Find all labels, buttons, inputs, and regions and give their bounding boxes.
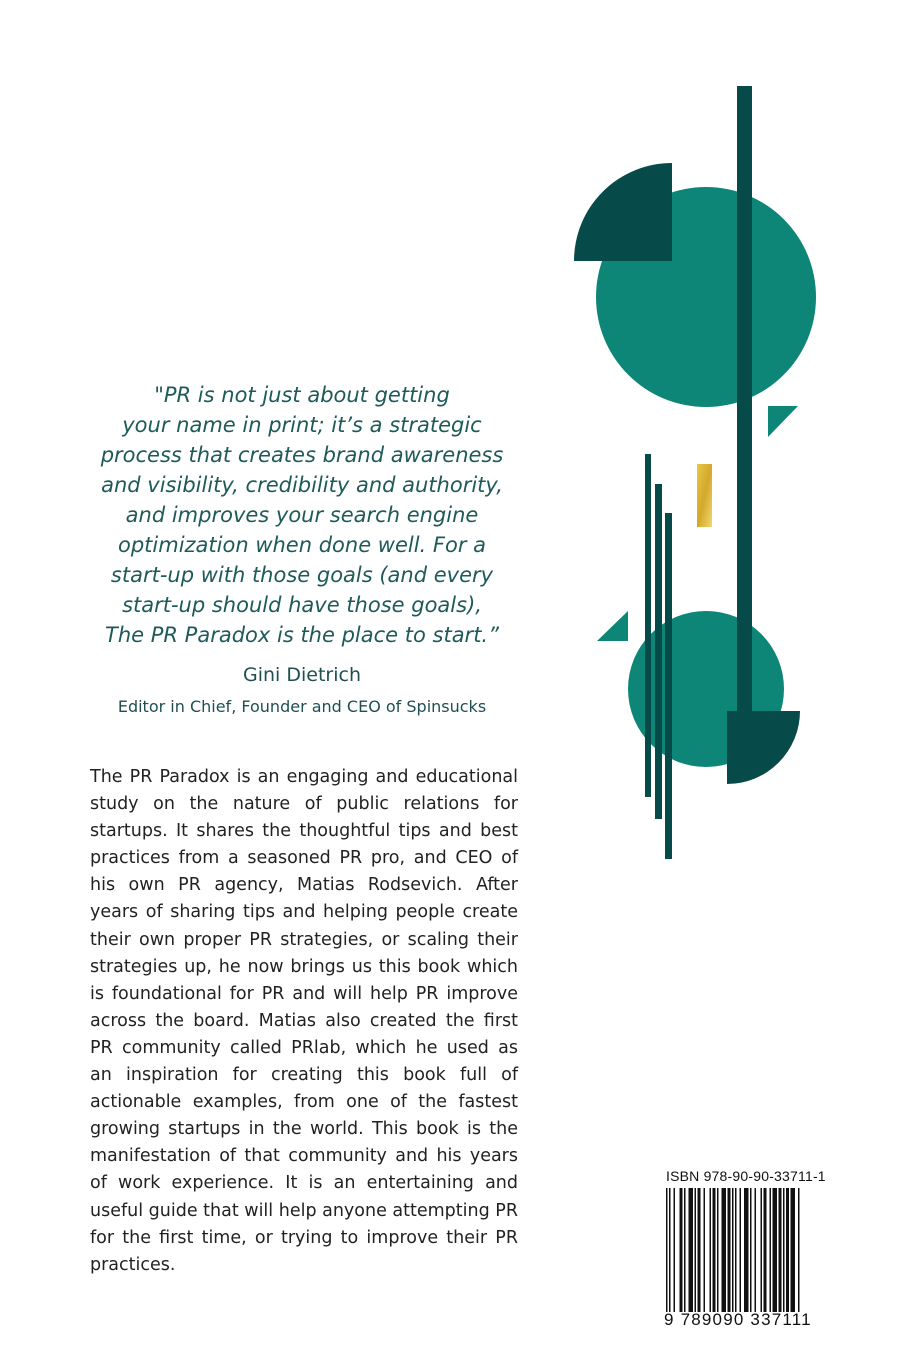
quote-line: optimization when done well. For a [117, 533, 487, 557]
barcode-bar [717, 1188, 719, 1312]
tall-vertical-bar [737, 86, 752, 772]
barcode-bar [732, 1188, 734, 1312]
barcode-bar [713, 1188, 716, 1312]
quote-author-title: Editor in Chief, Founder and CEO of Spinsucks [117, 697, 487, 716]
barcode-bar [710, 1188, 712, 1312]
barcode-bar [666, 1188, 668, 1312]
barcode-bar [755, 1188, 757, 1312]
barcode-bar [684, 1188, 686, 1312]
quote-line: your name in print; it’s a strategic [122, 413, 482, 437]
barcode-bar [689, 1188, 694, 1312]
barcode-bar [722, 1188, 727, 1312]
barcode-bar [770, 1188, 772, 1312]
barcode-bar [798, 1188, 800, 1312]
quote-line: and improves your search engine [125, 503, 479, 527]
barcode-bar [786, 1188, 789, 1312]
quote-line: and visibility, credibility and authority, [101, 473, 503, 497]
barcode-bar [779, 1188, 782, 1312]
quote-line: The PR Paradox is the place to start.” [105, 623, 499, 647]
barcode-bar [761, 1188, 763, 1312]
dark-quarter-circle-top [574, 163, 672, 261]
quote-line: start-up should have those goals), [122, 593, 482, 617]
barcode-bar [674, 1188, 676, 1312]
quote-line: "PR is not just about getting [154, 383, 450, 407]
barcode-bar [750, 1188, 752, 1312]
barcode-bar [773, 1188, 778, 1312]
quote-line: start-up with those goals (and every [110, 563, 494, 587]
barcode-bar [704, 1188, 706, 1312]
barcode-bar [740, 1188, 742, 1312]
quote-line: process that creates brand awareness [100, 443, 504, 467]
isbn-barcode [666, 1188, 842, 1312]
isbn-digits: 9 789090 337111 [664, 1310, 812, 1329]
barcode-bar [695, 1188, 697, 1312]
teal-triangle-left [597, 611, 628, 641]
barcode-bar [698, 1188, 701, 1312]
thin-bar-2 [655, 484, 662, 819]
teal-triangle-right [768, 406, 798, 437]
gold-bar [697, 464, 712, 527]
thin-bar-3 [665, 513, 672, 859]
small-teal-circle [628, 611, 784, 767]
isbn-label: ISBN 978-90-90-33711-1 [666, 1168, 826, 1184]
barcode-bar [744, 1188, 749, 1312]
endorsement-quote [92, 380, 512, 650]
dark-quarter-circle-bottom [727, 711, 800, 784]
thin-bar-1 [645, 454, 651, 797]
barcode-bar [680, 1188, 683, 1312]
barcode-bar [764, 1188, 767, 1312]
quote-author: Gini Dietrich [243, 664, 361, 686]
barcode-bar [783, 1188, 785, 1312]
barcode-bar [791, 1188, 796, 1312]
barcode-bar [735, 1188, 737, 1312]
large-teal-circle [596, 187, 816, 407]
book-description: The PR Paradox is an engaging and educational study on the nature of public relations for startups. It shares the thoughtful tips and best practices from a seasoned PR pro, and CEO of his own PR agency, Matias Rodsevich. After years of sharing tips and helping people create their own proper PR strategies, or scaling their strategies up, he now brings us this book which is foundational for PR and will help PR improve across the board. Matias also created the first PR community called PRlab, which he used as an inspiration for creating this book full of actionable examples, from one of the fastest growing startups in the world. This book is the manifestation of that community and his years of work experience. It is an entertaining and useful guide that will help anyone attempting PR for the first time, or trying to improve their PR practices. [90, 767, 518, 1275]
barcode-bar [669, 1188, 671, 1312]
barcode-bar [728, 1188, 731, 1312]
